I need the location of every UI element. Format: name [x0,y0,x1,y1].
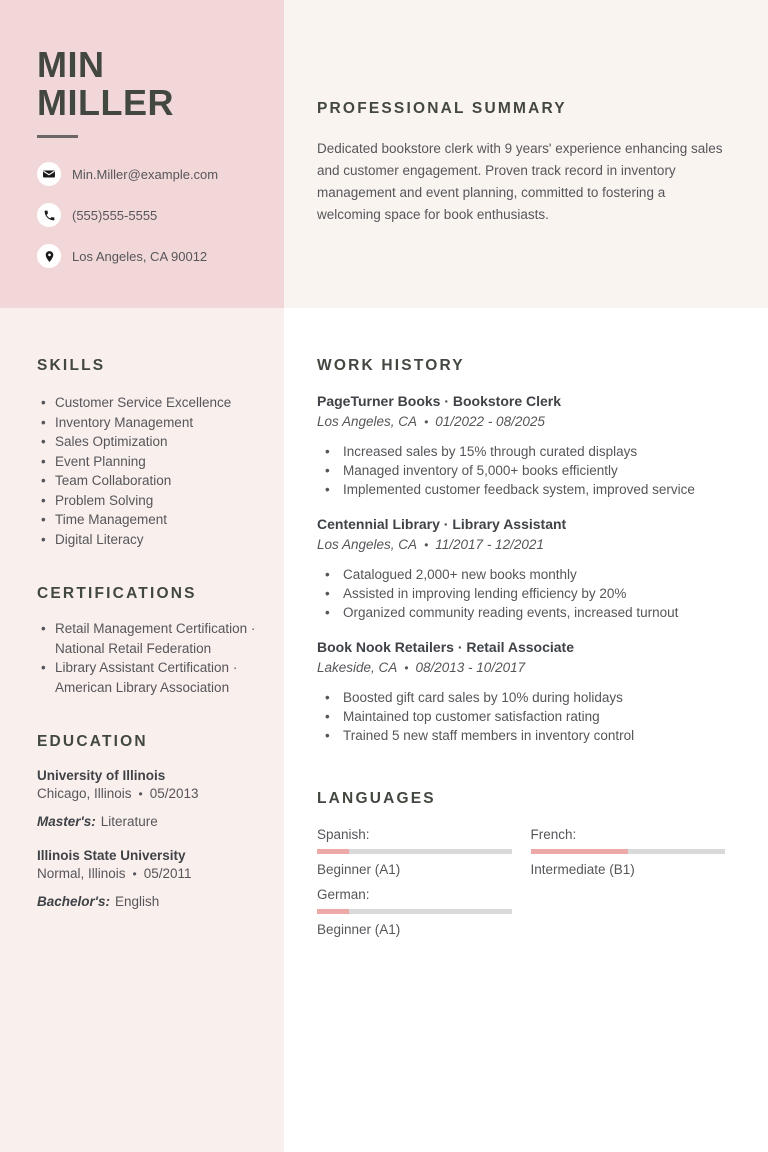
degree-line [37,813,260,830]
job-location: Los Angeles, CA [317,414,418,429]
sidebar [0,308,284,1152]
main-column [284,0,768,1152]
job-bullet: • Boosted gift card sales by 10% during holidays [317,688,725,707]
job-dates: 01/2022 - 08/2025 [435,414,545,429]
school-date: 05/2011 [143,866,192,881]
skill-item: • Sales Optimization [37,432,260,452]
language-progress-bar [531,849,726,854]
certification-item: • Library Assistant Certification · American Library Association [37,658,260,697]
language-item [317,886,512,938]
job-bullet: • Catalogued 2,000+ new books monthly [317,565,725,584]
work-section [284,308,768,1152]
degree-label: Bachelor's: [37,894,110,909]
contact-email-text: Min.Miller@example.com [72,166,219,182]
language-item [531,826,726,878]
candidate-first-name: MIN [37,44,105,85]
summary-text: Dedicated bookstore clerk with 9 years' experience enhancing sales and customer engagement. Proven track record in inventory management and event planning, committed to fostering a welcoming space for book enthusiasts. [317,141,723,222]
job-entry [317,516,725,622]
degree-label: Master's: [37,814,96,829]
degree-line [37,893,260,910]
contact-email-row [37,162,260,186]
phone-icon [37,203,61,227]
skills-list [37,393,260,549]
job-bullet: • Assisted in improving lending efficiency by 20% [317,584,725,603]
job-title: Book Nook Retailers · Retail Associate [317,639,575,655]
job-meta [317,412,725,432]
summary-heading: PROFESSIONAL SUMMARY [317,100,567,117]
language-progress-bar [317,849,512,854]
school-location: Chicago, Illinois [37,786,132,801]
education-entry [37,847,260,910]
location-icon [37,244,61,268]
certification-item: • Retail Management Certification · National Retail Federation [37,619,260,658]
school-meta [37,864,260,884]
skill-item: • Event Planning [37,452,260,472]
job-bullet: • Maintained top customer satisfaction rating [317,707,725,726]
left-column [0,0,284,1152]
degree-field: English [114,894,160,909]
languages-grid [317,826,725,938]
job-bullet: • Managed inventory of 5,000+ books efficiently [317,461,725,480]
degree-field: Literature [100,814,158,829]
job-dates: 11/2017 - 12/2021 [435,537,544,552]
job-title: Centennial Library · Library Assistant [317,516,567,532]
header-block [0,0,284,308]
school-name: University of Illinois [37,768,166,783]
language-progress-fill [531,849,628,854]
job-bullet-list [317,688,725,745]
job-bullet: • Implemented customer feedback system, improved service [317,480,725,499]
skill-item: • Time Management [37,510,260,530]
work-history-heading: WORK HISTORY [317,357,465,374]
contact-phone-text: (555)555-5555 [72,207,158,223]
meta-separator: • [138,787,143,801]
language-progress-bar [317,909,512,914]
contact-phone-row [37,203,260,227]
contact-list [37,162,260,268]
job-title: PageTurner Books · Bookstore Clerk [317,393,562,409]
candidate-last-name: MILLER [37,82,174,123]
summary-section [284,0,768,308]
skills-heading: SKILLS [37,357,106,374]
education-entry [37,767,260,830]
meta-separator: • [424,415,429,429]
job-location: Los Angeles, CA [317,537,418,552]
language-name: Spanish: [317,827,370,842]
language-level: Intermediate (B1) [530,862,635,877]
job-bullet-list [317,565,725,622]
contact-location-text: Los Angeles, CA 90012 [72,248,208,264]
language-progress-fill [317,849,349,854]
job-location: Lakeside, CA [317,660,398,675]
language-name: French: [530,827,577,842]
school-name: Illinois State University [37,848,186,863]
school-location: Normal, Illinois [37,866,126,881]
language-item [317,826,512,878]
skill-item: • Inventory Management [37,413,260,433]
meta-separator: • [424,538,429,552]
job-bullet: • Trained 5 new staff members in inventory control [317,726,725,745]
skill-item: • Team Collaboration [37,471,260,491]
school-meta [37,784,260,804]
contact-location-row [37,244,260,268]
meta-separator: • [404,661,409,675]
language-level: Beginner (A1) [317,922,401,937]
language-name: German: [317,887,370,902]
languages-heading: LANGUAGES [317,790,436,807]
candidate-name [37,46,260,122]
job-meta [317,658,725,678]
skill-item: • Customer Service Excellence [37,393,260,413]
job-bullet: • Increased sales by 15% through curated displays [317,442,725,461]
skill-item: • Problem Solving [37,491,260,511]
job-dates: 08/2013 - 10/2017 [415,660,526,675]
job-entry [317,393,725,499]
job-entry [317,639,725,745]
job-bullet: • Organized community reading events, increased turnout [317,603,725,622]
email-icon [37,162,61,186]
name-divider [37,135,78,138]
job-bullet-list [317,442,725,499]
skill-item: • Digital Literacy [37,530,260,550]
language-progress-fill [317,909,349,914]
job-meta [317,535,725,555]
certifications-heading: CERTIFICATIONS [37,585,197,602]
school-date: 05/2013 [149,786,199,801]
education-heading: EDUCATION [37,733,148,750]
language-level: Beginner (A1) [317,862,401,877]
certifications-list [37,619,260,697]
meta-separator: • [132,867,137,881]
